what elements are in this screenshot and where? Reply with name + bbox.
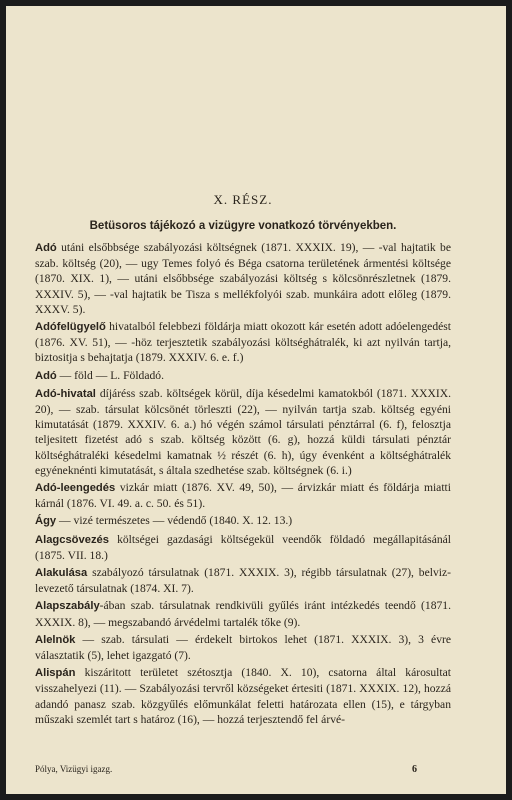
entry-term: Ágy xyxy=(35,515,57,528)
index-entry xyxy=(35,368,451,384)
entry-text: szabályozó társulatnak (1871. XXXIX. 3), régibb társulatnak (27), belviz-levezető társulatnak (1874. XI. 7). xyxy=(35,566,451,596)
entry-text: vizkár miatt (1876. XV. 49, 50), — árvizkár miatt és földárja miatti kárnál (1876. VI. 49. a. c. 50. és 51). xyxy=(35,481,451,511)
footer-signature: Pólya, Vizügyi igazg. xyxy=(35,764,113,774)
index-entry xyxy=(35,532,451,563)
entry-text: utáni elsőbbsége szabályozási költségnek (1871. XXXIX. 19), — -val hajtatik be szab. költség (20), — ugy Temes folyó és Béga csatorna területének ármentési költsége (1870. XIX. 1), — utáni elsőbbsége szabályozási költség s kölcsönrészletnek (1879. XXXIV. 5), — -val hajtatik be Tisza s mellékfolyói szab. munkáira adott előleg (1879. XXXV. 5). xyxy=(35,241,451,316)
entry-text: díjáréss szab. költségek körül, díja késedelmi kamatokból (1871. XXXIX. 20), — szab. társulat kölcsönét törleszti (22), — nyilván tartja szab. költség egyéni kimutatását (1879. XXXIV. 6. a.) hó végén számol társulati pénztárral (6. f), felosztja teljesitett fizetést adó s szab. költség között (6. g), hozzá küldi társulati pénztár költséghátraléki késedelmi kamatnak ½ részét (6. h), úgy évenként a költséghátralék egyéneknénti kimutatását, s általa szedhetése szab. költségnek (6. i.) xyxy=(35,386,451,477)
entry-term: Adó xyxy=(35,242,57,254)
entry-term: Alelnök xyxy=(35,633,76,646)
entry-text: — föld — L. Földadó. xyxy=(56,368,164,382)
entry-term: Adó xyxy=(35,369,57,382)
index-entry xyxy=(35,513,451,529)
entry-term: Adó-leengedés xyxy=(35,482,116,495)
entry-term: Alagcsövezés xyxy=(35,533,110,546)
book-page xyxy=(6,6,506,794)
entry-term: Alispán xyxy=(35,667,76,680)
entry-term: Alakulása xyxy=(35,567,88,580)
entry-term: Adó-hivatal xyxy=(35,387,96,400)
index-entry xyxy=(35,598,451,629)
index-entry xyxy=(35,319,451,366)
entry-text: -ában szab. társulatnak rendkivüli gyűlés iránt intézkedés teendő (1871. XXXIX. 8), — megszabandó árvédelmi tartalék tőke (9). xyxy=(35,599,451,629)
page-content xyxy=(35,192,451,729)
entry-term: Alapszabály xyxy=(35,600,100,613)
entry-text: — szab. társulati — érdekelt birtokos lehet (1871. XXXIX. 3), 3 évre választatik (5), lehet igazgató (7). xyxy=(35,632,451,663)
section-title: Betüsoros tájékozó a vizügyre vonatkozó törvényekben. xyxy=(89,220,397,232)
index-entry xyxy=(35,565,451,596)
index-entry xyxy=(35,480,451,511)
page-number: 6 xyxy=(412,764,417,775)
index-entry xyxy=(35,632,451,663)
entry-term: Adófelügyelő xyxy=(35,321,106,334)
index-entry xyxy=(35,665,451,727)
index-entry xyxy=(35,240,451,317)
entry-text: kiszáritott területet szétosztja (1840. X. 10), csatorna által károsultat visszahelyezi (11). — Szabályozási tervről községeket értesiti (1871. XXXIX. 12), hozzá adandó panasz szab. közgyűlés előmunkálat feletti határozata ellen (15), e tárgyban műszaki szemlét tart s határoz (16), — hozzá terjesztendő fel árvé- xyxy=(35,666,451,726)
part-heading: X. RÉSZ. xyxy=(213,192,273,207)
index-entry xyxy=(35,386,451,478)
entry-text: költségei gazdasági költségekül veendők földadó megállapitásánál (1875. VII. 18.) xyxy=(35,532,451,562)
entry-text: — vizé természetes — védendő (1840. X. 12. 13.) xyxy=(56,514,293,528)
entry-text: hivatalból felebbezi földárja miatt okozott kár esetén adott adóelengedést (1876. XV. 51), — -höz terjesztetik szabályozási költséghátralék, ki azt nyilván tartja, biztositja s behajtatja (1879. XXXIV. 6. e. f.) xyxy=(35,320,451,365)
